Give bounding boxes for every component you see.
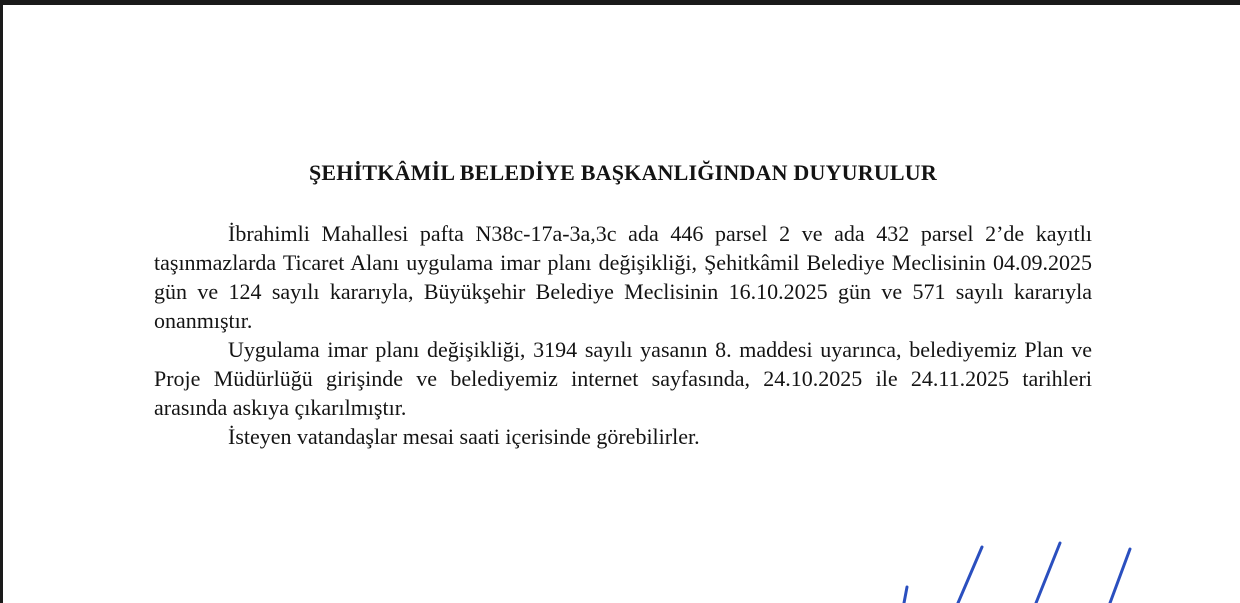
notice-paragraph-3: İsteyen vatandaşlar mesai saati içerisinde görebilirler. — [228, 424, 700, 449]
signature-strokes — [890, 535, 1150, 603]
scan-edge-top — [0, 0, 1240, 5]
notice-body — [154, 219, 1092, 451]
scan-edge-left — [0, 0, 3, 603]
notice-title: ŞEHİTKÂMİL BELEDİYE BAŞKANLIĞINDAN DUYURULUR — [309, 160, 937, 185]
notice-paragraph-2: Uygulama imar planı değişikliği, 3194 sayılı yasanın 8. maddesi uyarınca, belediyemiz Plan ve Proje Müdürlüğü girişinde ve belediyemiz internet sayfasında, 24.10.2025 ile 24.11.2025 tarihleri arasında askıya çıkarılmıştır. — [154, 337, 1092, 420]
notice-paragraph-1: İbrahimli Mahallesi pafta N38c-17a-3a,3c ada 446 parsel 2 ve ada 432 parsel 2’de kayıtlı taşınmazlarda Ticaret Alanı uygulama imar planı değişikliği, Şehitkâmil Belediye Meclisinin 04.09.2025 gün ve 124 sayılı kararıyla, Büyükşehir Belediye Meclisinin 16.10.2025 gün ve 571 sayılı kararıyla onanmıştır. — [154, 221, 1092, 333]
